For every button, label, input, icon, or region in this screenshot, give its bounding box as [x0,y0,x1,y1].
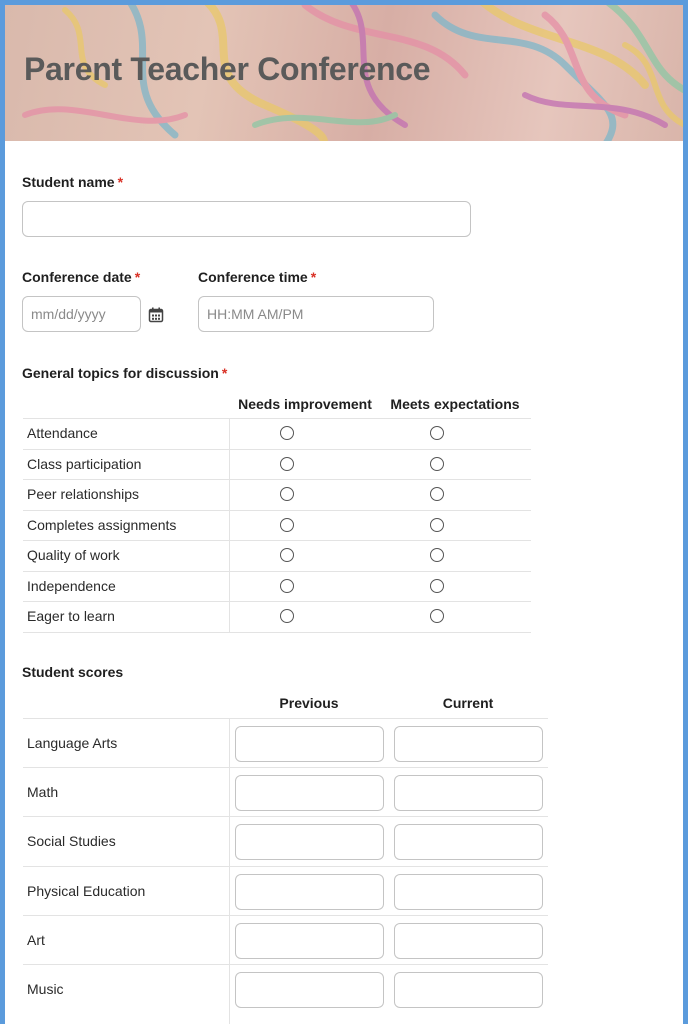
radio-needs-improvement[interactable] [280,548,294,562]
conference-time-input[interactable]: HH:MM AM/PM [198,296,434,332]
radio-needs-improvement[interactable] [280,518,294,532]
score-row-label: Physical Education [27,882,146,899]
conference-time-label-text: Conference time [198,269,308,285]
topic-row [23,479,531,510]
topic-row-label: Attendance [27,425,98,441]
score-row [23,816,548,865]
topic-row-label: Peer relationships [27,486,140,502]
score-row [23,915,548,964]
topics-bottom-border [23,632,531,633]
topics-label [22,365,227,381]
student-name-label [22,174,123,190]
column-needs-improvement: Needs improvement [238,396,372,412]
score-row-label: Art [27,931,45,948]
form-title: Parent Teacher Conference [24,51,431,87]
radio-needs-improvement[interactable] [280,609,294,623]
column-current: Current [442,695,494,711]
required-marker: * [221,365,228,381]
radio-meets-expectations[interactable] [430,579,444,593]
topic-row [23,449,531,480]
conference-date-label-text: Conference date [22,269,132,285]
conference-date-label [22,269,140,285]
scores-column-divider [229,718,230,1024]
topic-row-label: Eager to learn [27,608,115,624]
form-frame [5,5,683,1024]
topic-row [23,418,531,449]
radio-meets-expectations[interactable] [430,518,444,532]
student-name-input[interactable] [22,201,471,237]
topic-row-label: Quality of work [27,547,120,563]
score-row [23,718,548,767]
current-score-input[interactable] [394,923,543,959]
required-marker: * [117,174,124,190]
column-previous: Previous [279,695,339,711]
scores-label: Student scores [22,664,124,680]
topic-row-label: Class participation [27,455,142,472]
required-marker: * [310,269,317,285]
required-marker: * [134,269,141,285]
score-row [23,964,548,1013]
score-row [23,767,548,816]
conference-date-input[interactable]: mm/dd/yyyy [22,296,141,332]
current-score-input[interactable] [394,874,543,910]
current-score-input[interactable] [394,775,543,811]
previous-score-input[interactable] [235,972,384,1008]
current-score-input[interactable] [394,726,543,762]
topics-label-text: General topics for discussion [22,365,219,381]
topics-column-divider [229,418,230,632]
radio-needs-improvement[interactable] [280,426,294,440]
current-score-input[interactable] [394,972,543,1008]
previous-score-input[interactable] [235,726,384,762]
current-score-input[interactable] [394,824,543,860]
previous-score-input[interactable] [235,824,384,860]
radio-meets-expectations[interactable] [430,548,444,562]
topic-row [23,510,531,541]
radio-needs-improvement[interactable] [280,457,294,471]
radio-needs-improvement[interactable] [280,487,294,501]
topic-row-label: Independence [27,577,116,594]
topic-row [23,601,531,632]
topic-row [23,571,531,602]
previous-score-input[interactable] [235,923,384,959]
column-meets-expectations: Meets expectations [390,396,520,412]
calendar-icon[interactable] [148,307,164,323]
previous-score-input[interactable] [235,775,384,811]
student-name-label-text: Student name [22,174,115,190]
topic-row [23,540,531,571]
score-row-label: Language Arts [27,735,118,751]
score-row [23,866,548,915]
header-banner [5,5,683,141]
radio-meets-expectations[interactable] [430,457,444,471]
radio-meets-expectations[interactable] [430,426,444,440]
score-row-label: Math [27,784,59,801]
radio-meets-expectations[interactable] [430,487,444,501]
radio-needs-improvement[interactable] [280,579,294,593]
score-row-label: Music [27,981,64,997]
score-row-label: Social Studies [27,833,116,850]
radio-meets-expectations[interactable] [430,609,444,623]
topic-row-label: Completes assignments [27,516,177,533]
previous-score-input[interactable] [235,874,384,910]
conference-time-label [198,269,316,285]
